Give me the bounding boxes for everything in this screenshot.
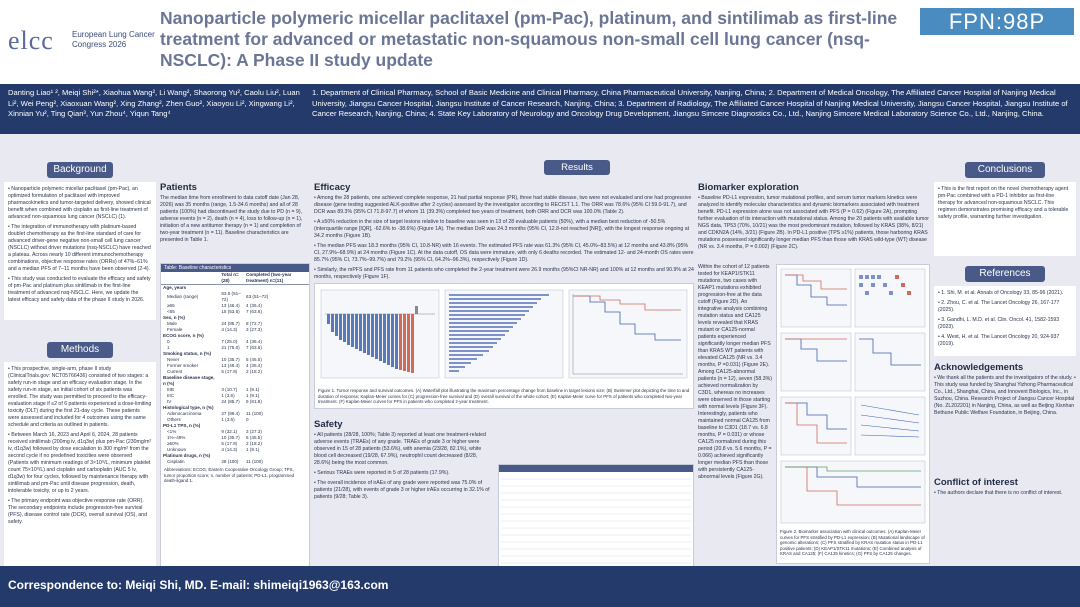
methods-heading: Methods [47,342,113,358]
table-header-cell: Completed (two-year treatment) n=(11) [244,272,309,285]
table-cell: Median (range) [167,294,199,299]
table-cell: IIIC [167,393,175,398]
table-cell: Baseline disease stage, n (%) [163,375,215,386]
table-cell: 2 (18.2) [246,369,262,374]
authors-strip [0,84,1080,134]
table-cell: Sex, n (%) [163,315,185,320]
table-cell: 63 (51–72) [246,294,269,299]
swimmer-plot [445,290,563,378]
patients-heading: Patients [160,182,197,193]
figure-1-panel [314,283,694,409]
efficacy-text [314,195,694,279]
reference-item: • 4. West, H. et al. The Lancet Oncology 20, 924-937 (2019). [938,334,1060,347]
table-cell: 10 (35.7) [221,435,240,440]
table-cell: 3 (27.3) [246,429,262,434]
baseline-table [160,263,310,567]
baseline-characteristics-table [161,272,309,465]
table-cell: PD-L1 TPS, n (%) [163,423,201,428]
safety-heading: Safety [314,419,343,430]
background-paragraph: • The integration of immunotherapy with platinum-based doublet chemotherapy as the first-line standard of care for advanced driver-gene negative non-small cell lung cancer (NSCLC) without driver mutations (nsq-NSCLC) have reached a plateau. Across nearly 10 different immunochemotherapy combinations, objective response rates (ORRs) of 47%–61% and a median PFS of 7–11 months have been observed (2-4). [8,224,151,272]
logo-mark: elcc [8,26,54,55]
table-cell: 4 (14.3) [221,327,238,332]
table-cell: 10 (35.7) [221,357,240,362]
biomarker-heading: Biomarker exploration [698,182,799,193]
author-list: Danting Liao¹ ², Meiqi Shi²*, Xiaohua Wang², Li Wang², Shaorong Yu², Caolu Liu², Luan Li², Wei Peng², Xiaoxuan Wang², Xing Zhang², Zhen Guo², Xiaoyou Li², Xingwang Li², Xinnian Yu², Ting Qian³, Yun Zhou⁴, Yiqun Tang⁴ [8,88,300,118]
table-cell: Male [167,321,177,326]
references-heading: References [965,266,1045,282]
table-cell: <65 [167,309,175,314]
efficacy-paragraph: • A ≥50% reduction in the size of target lesions relative to baseline was seen in 13 of 28 evaluable patients (50%), with a median best reduction of -50.5% (interquartile range [IQR], -62.6% to -38.6%) (Figure 1A). The median DoR was 24.3 months (95% CI, 12.8-not reached [NR]), with the longest response ongoing at 34.2 months (Figure 1B). [314,219,690,239]
table-cell: 11 (100) [246,459,263,464]
background-text [4,182,156,320]
table-row [161,291,309,303]
table-cell: 13 (46.4) [221,363,240,368]
table-header-row [161,272,309,285]
patients-text: The median time from enrollment to data cutoff date (Jan 28, 2026) was 35 months (range, 1.5-34.6 months) and all of 28 patients (100%) had discontinued the study due to PD (n = 9), adverse events (n = 2), death (n = 4), loss to follow-up (n = 1), initiation of a new antitumor therapy (n = 1) and completion of two-year treatment (n = 11). Baseline characteristics are presented in Table 1. [160,195,303,243]
table-cell: 2 (18.2) [246,441,262,446]
table-cell: 15 (53.6) [221,309,240,314]
table-cell: ≥65 [167,303,175,308]
column-conclusions [934,162,1076,510]
table-cell: 3 (27.3) [246,327,262,332]
column-biomarker [698,180,930,557]
safety-table-graphic [499,465,693,581]
table-row [161,375,309,387]
acknowledgements-text: • We thank all the patients and the investigators of the study. • This study was funded by Shanghai Yizhong Pharmaceutical Co., Ltd., Shanghai, China, and Innovent Biologics, Inc., in Suzhou, China. Research Project of Jiangsu Cancer Hospital (No. ZL202201) in Nanjing, China, as well as Beijing Xisnhan Bethune Public Welfare Foundation, in Beijing, China. [934,375,1076,416]
table-cell: Never [167,357,180,362]
table-cell: Female [167,327,183,332]
safety-paragraph: • All patients (28/28, 100%; Table 3) reported at least one treatment-related adverse events (TRAEs) of any grade. TRAEs of grade 3 or higher were observed in 15 of 28 patients (53.6%), with anemia (23/28, 82.1%), white blood cell decreased (19/28, 67.9%), neutrophil count decreased (8/28, 28.6%) being the most common. [314,432,486,466]
table-cell: 5 (45.5) [246,435,262,440]
table-cell: 4 (36.4) [246,339,262,344]
affiliation-list: 1. Department of Clinical Pharmacy, School of Basic Medicine and Clinical Pharmacy, China Pharmaceutical University, Nanjing, China; 2. Department of Medical Oncology, The Affiliated Cancer Hospital of Nanjing Medical University, Jiangsu Cancer Hospital, Jiangsu Institute of Cancer Research, Nanjing, China; 3. Department of Radiology, The Affiliated Cancer Hospital of Nanjing Medical University, Jiangsu Cancer Hospital, Jiangsu Institute of Cancer Research, Nanjing, China; 4. State Key Laboratory of Neurology and Oncology Drug Development, Jiangsu Simcere Diagnostics Co., Ltd., Nanjing Simcere Medical Laboratory Science Co., Ltd., Nanjing, China. [312,88,1068,118]
table-cell: 4 (14.3) [221,447,238,452]
table-cell: 1 (9.1) [246,387,260,392]
km-curves [569,290,687,378]
table-cell: 1 (3.6) [221,417,235,422]
figure-2-caption: Figure 2. Biomarker association with clinical outcomes. (A) Kaplan-Meier curves for PFS stratified by PD-L1 expression; (B) Mutational landscape of genomic alterations; (C) PFS stratified by KRAS mutation status in PD-L1 positive patients; (D) KEAP1/STK11 mutations; (E) Combined analysis of KRAS and CA125; (F) CA125 kinetics; (G) PFS by CA125 changes. [780,529,925,557]
table-cell: 13 (46.4) [221,303,240,308]
column-efficacy-safety [314,180,694,542]
table-cell: Histological type, n (%) [163,405,214,410]
conflict-text: • The authors declare that there is no conflict of interest. [934,490,1063,496]
table-cell: 27 (96.4) [221,411,240,416]
references-list [934,286,1076,356]
table-cell: 1 [167,345,170,350]
figure-2-panel [776,264,930,564]
table-cell: <1% [167,429,177,434]
column-background-methods [4,162,156,570]
table-cell: 9 (81.8) [246,399,262,404]
efficacy-paragraph: • The median PFS was 18.3 months (95% CI, 10.8-NR) with 16 events. The estimated PFS rate was 61.3% (95% CI, 45.0%–83.5%) at 12 months and 43.8% (95% CI, 27.9%–68.9%) at 24 months (Figure 1C). At the data cutoff, OS data were immature, with only 6 deaths recorded. The estimated 12- and 24-month OS rates were 85.7% (95% CI, 73.7%–99.7%) and 79.2% (95% CI, 64.2%–96.3%), respectively (Figure 1D). [314,243,694,263]
poster-footer [0,566,1080,607]
table-cell: 1 (3.6) [221,393,235,398]
table-cell: 7 (63.6) [246,309,262,314]
efficacy-heading: Efficacy [314,182,351,193]
elcc-logo [8,22,158,72]
table-title: Table: Baseline characteristics [161,264,309,272]
biomarker-detail: Within the cohort of 12 patients tested for KEAP1/STK11 mutations, two cases with KEAP1 mutations exhibited progression-free at the data cutoff (Figure 2D). An integrative analysis combining mutation status and CA125 levels revealed that KRAS mutant or CA125-normal patients experienced significantly longer median PFS than KRAS WT patients with elevated CA125 (NR vs. 3.4 months, P =0.031) (Figure 2E). Among CA125-abnormal patients (n = 12), seven (58.3%) achieved normalization by C3D1, whereas no increases were observed in those starting with normal levels (Figure 3F). Interestingly, patients who maintained normal CA125 from baseline to C3D1 (18.7 vs. 6.8 months, P = 0.031) or whose CA125 normalized during this period (20.8 vs. 5.6 months, P = 0.066) achieved significantly longer median PFS than those with persistently CA125-abnormal levels (Figure 2G). [698,264,772,480]
table-cell: ≥50% [167,441,179,446]
methods-paragraph: • This prospective, single-arm, phase II study (ClinicalTrials.gov: NCT05766436) consisted of two stages: a safety run-in stage and an efficacy evaluation stage. In the safety run-in stage, an initial cohort of six patients was enrolled. The study was permitted to proceed to the efficacy-evaluation stage if ≤2 of 6 patients experienced a dose-limiting toxicity (DLT) during the first 21-day cycle. These patients were assessed and included for 4 outcomes using the same schedule and criteria as outlined in patients. [8,366,152,428]
table-header-cell [161,272,219,285]
figure-1-caption: Figure 1. Tumor response and survival outcomes. (A) Waterfall plot illustrating the maximum percentage change from baseline in target lesions size; (B) Swimmer plot depicting the time to and duration of response; Kaplan-Meier curves for (C) progression-free survival and (D) overall survival of the whole cohort; (E) Kaplan-Meier curve for PFS of patients who completed two-year treatment. (F) Kaplan-Meier curves for PFS in patients who completed 2-year treatment. [318,388,690,405]
table-cell: Age, years [163,285,187,290]
table-cell [244,375,309,387]
reference-item: • 3. Gandhi, L. M.D. et al. Clin. Oncol. 41, 1582-1593 (2023). [938,317,1060,330]
figure-2-graphics [777,265,929,527]
table-cell: ECOG score, n (%) [163,333,204,338]
table-cell: Current [167,369,183,374]
table-cell: 1 (9.1) [246,393,260,398]
table-cell: Platinum drugs, n (%) [163,453,211,458]
table-header-cell: Total n=(28) [219,272,244,285]
table-cell: IIIB [167,387,174,392]
table-cell: 28 (100) [221,459,239,464]
poster-id-badge: FPN:98P [920,8,1074,35]
safety-text [314,432,490,542]
table-cell: 7 (25.0) [221,339,238,344]
table-cell: 9 (32.1) [221,429,238,434]
table-cell: 63.5 (51–72) [221,291,241,302]
safety-paragraph: • The overall incidence of irAEs of any grade were reported was 75.0% of patients (21/28), with events of grade 3 or higher irAEs occurring in 32.1% of patients (9/28; Table 3). [314,480,490,500]
table-footnote: Abbreviations: ECOG, Eastern Cooperative Oncology Group; TPS, tumor proportion score; n, number of patients; PD-L1, programmed death-ligand 1. [164,467,295,484]
table-cell: 0 [167,339,170,344]
table-cell: Cisplatin [167,459,185,464]
background-paragraph: • This study was conducted to evaluate the efficacy and safety of pm-Pac and platinum plus sintilimab in the first-line treatment of advanced nsq-NSCLC. Here, we update the latest efficacy and safety data of the phase II study in 2026. [8,276,151,303]
table-cell: Unknown [167,447,187,452]
biomarker-intro: • Baseline PD-L1 expression, tumor mutational profiles, and serum tumor markers kinetics were analyzed to identify molecular characteristics and dynamic biomarkers associated with treatment benefit. PD-L1 expression alone was not associated with PFS (P = 0.62) (Figure 2A), prompting further evaluation of its interaction with mutational status. Among the 20 patients with available tumor NGS data, TP53 (70%, 10/21) was the most predominant mutation, followed by KRAS (38%, 8/21) and CDKN2A (14%, 3/21) (Figure 2B). In PD-L1 positive (TPS ≥1%) patients, those harboring KRAS mutations possessed significantly longer median PFS than those with KRAS wild-type (WT) disease (NR vs. 3.4 months, P = 0.002) (Figure 2C). [698,195,929,250]
table-cell: 5 (17.9) [221,441,238,446]
table-cell: 8 (72.7) [246,321,262,326]
reference-item: • 2. Zhou, C. et al. The Lancet Oncology 26, 167-177 (2025). [938,300,1060,313]
background-paragraph: • Nanoparticle polymeric micellar paclitaxel (pm-Pac), an optimized formulation of paclitaxel with improved pharmacokinetics and tumor-targeted delivery, showed clinical benefit when combined with cisplatin as first-line treatment of advanced non-squamous lung cancer (NSCLC) (1). [8,186,151,220]
logo-subtitle: European Lung Cancer Congress 2026 [72,30,155,49]
efficacy-paragraph: • Among the 28 patients, one achieved complete response, 21 had partial response (PR), three had stable disease, two were not evaluated and one had progressive disease (gene testing suggested ALK-positive after 2 cycles) assessed by the investigator according to RECIST 1.1. The ORR was 78.6% (95% CI 59.0-91.7), and DCR was 89.3% (95% CI 71.8-97.7) of whom 11 (39.3%) completed two years of treatment, both ORR and DCR was 100.0% (Table 2). [314,195,692,215]
table-cell: Smoking status, n (%) [163,351,211,356]
table-cell: Former smoker [167,363,199,368]
poster-body [0,134,1080,566]
reference-item: • 1. Shi, M. et al. Annals of Oncology 33, 85-96 (2021). [938,290,1064,296]
table-cell: 21 (75.0) [221,345,240,350]
table-cell: 24 (85.7) [221,399,240,404]
figure-1-graphics [315,284,693,388]
acknowledgements-heading: Acknowledgements [934,362,1024,373]
table-cell [219,375,244,387]
conflict-heading: Conflict of interest [934,477,1018,488]
table-cell: 3 (10.7) [221,387,238,392]
methods-paragraph: • Between March 16, 2023 and April 6, 2024, 28 patients received sintilimab (200mg iv, d1q3w) plus pm-Pac (230mg/m² iv, d1q3w) followed by dose escalation to 300 mg/m² from the second cycle if no predefined toxicities were observed (Patients with minimum readings of 3×10⁹/L, minimum platelet count 75×10⁹/L) and cisplatin and carboplatin (AUC 5 iv, d1q3w) for four cycles, followed by maintenance therapy with sintilimab and pm-Pac until disease progression, death, intolerable toxicity, or up to 2 years. [8,432,152,494]
correspondence-text: Correspondence to: Meiqi Shi, MD. E-mail: shimeiqi1963@163.com [8,578,389,592]
methods-text [4,362,156,570]
table-cell: 5 (45.5) [246,357,262,362]
table-cell: 7 (63.6) [246,345,262,350]
table-cell: 1 (9.1) [246,447,260,452]
safety-paragraph: • Serious TRAEs were reported in 5 of 28 patients (17.9%). [314,470,450,476]
table-cell: Adenocarcinoma [167,411,202,416]
table-cell: 1%–49% [167,435,186,440]
conclusions-heading: Conclusions [965,162,1045,178]
poster-title: Nanoparticle polymeric micellar paclitaxel (pm-Pac), platinum, and sintilimab as first-line treatment for advanced or metastatic non-squamous non-small cell lung cancer (nsq-NSCLC): A Phase II study update [160,8,898,70]
column-patients [160,180,310,567]
waterfall-plot [321,290,439,378]
table-cell: IV [167,399,172,404]
table-cell: 4 (36.4) [246,363,262,368]
table-cell: 5 (17.9) [221,369,238,374]
table-cell: 4 (36.4) [246,303,262,308]
background-heading: Background [47,162,113,178]
table-cell: Others [167,417,181,422]
table-cell: 0 [246,417,249,422]
efficacy-paragraph: • Similarly, the mPFS and PFS rate from 11 patients who completed the 2-year treatment were 26.9 months (95%CI NR-NR) and 100% at 12 months and 90.9% at 24 months, respectively (Figure 1F). [314,267,694,279]
conclusions-text: • This is the first report on the novel chemotherapy agent pm-Pac combined with a PD-1 inhibitor as first-line therapy for advanced non-squamous NSCLC. This regimen demonstrates promising efficacy and a tolerable safety profile, warranting further investigation. [934,182,1076,256]
results-heading: Results [544,160,610,175]
table-cell: 11 (100) [246,411,263,416]
methods-paragraph: • The primary endpoint was objective response rate (ORR). The secondary endpoints include progression-free survival (PFS), disease control rate (DCR), overall survival (OS), and safety. [8,498,147,525]
table-cell: 24 (85.7) [221,321,240,326]
safety-table-panel [498,464,694,582]
